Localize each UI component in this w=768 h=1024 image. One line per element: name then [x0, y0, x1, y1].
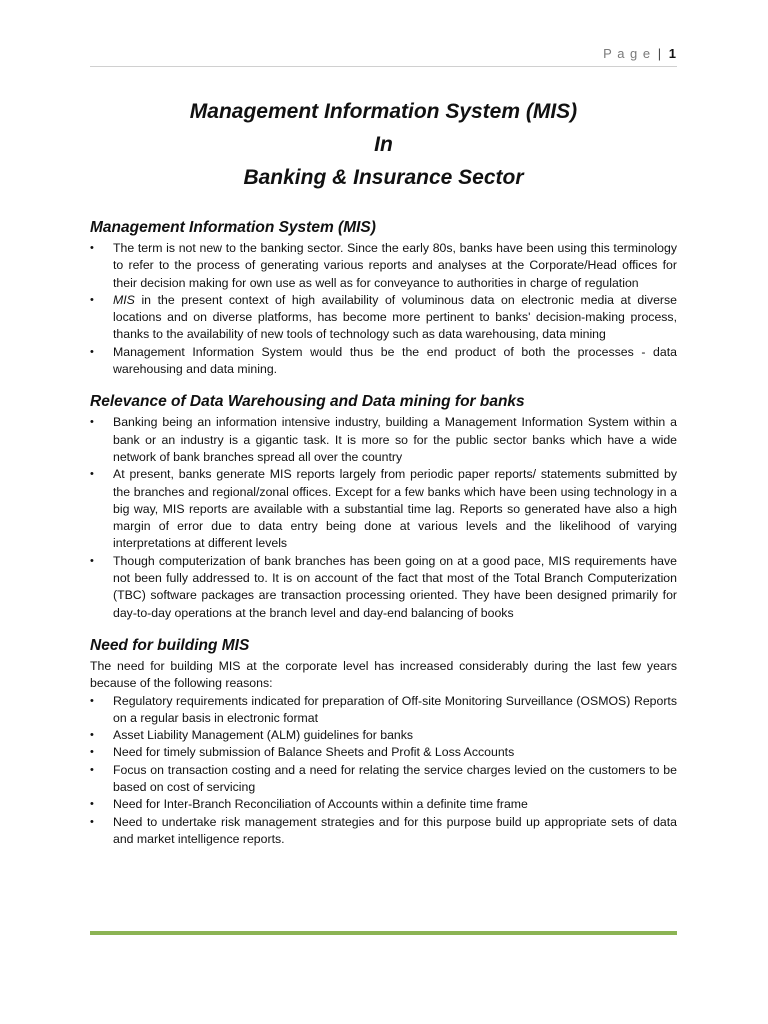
bullet-icon: •	[90, 763, 94, 776]
bullet-icon: •	[90, 746, 94, 759]
list-item	[90, 240, 677, 292]
list-item	[90, 814, 677, 849]
bullet-icon: •	[90, 815, 94, 828]
list-item	[90, 762, 677, 797]
bullet-list	[90, 240, 677, 378]
list-item-text: Asset Liability Management (ALM) guidelines for banks	[113, 728, 414, 743]
section-relevance	[90, 392, 677, 622]
bullet-icon: •	[90, 798, 94, 811]
list-item-emphasis: MIS	[113, 292, 135, 307]
section-heading: Management Information System (MIS)	[90, 219, 376, 236]
list-item-text: Need for Inter-Branch Reconciliation of Accounts within a definite time frame	[113, 797, 528, 812]
list-item-text: Need to undertake risk management strategies and for this purpose build up appropriate sets of data and market intelligence reports.	[113, 814, 677, 846]
section-heading: Relevance of Data Warehousing and Data mining for banks	[90, 393, 525, 411]
section-mis	[90, 218, 677, 378]
list-item	[90, 466, 677, 552]
list-item	[90, 796, 677, 813]
bullet-icon: •	[90, 468, 94, 481]
bullet-icon: •	[90, 554, 94, 567]
list-item-text: At present, banks generate MIS reports largely from periodic paper reports/ statements submitted by the branches and regional/zonal offices. Except for a few banks which have been using technology in a big way, MIS reports are available with a substantial time lag. Reports so generated have also a high margin of error due to data entry being done at various levels and the likelihood of varying interpretations at different levels	[113, 467, 677, 551]
title-line-2: In	[374, 133, 393, 156]
list-item	[90, 744, 677, 761]
section-intro: The need for building MIS at the corporate level has increased considerably during the last few years because of the following reasons:	[90, 658, 677, 691]
page-header	[90, 46, 677, 61]
list-item	[90, 414, 677, 466]
bullet-list	[90, 414, 677, 622]
list-item-text: in the present context of high availability of voluminous data on electronic media at diverse locations and on diverse platforms, has become more pertinent to banks' decision-making process, thanks to the availability of new tools of technology such as data warehousing, data mining	[113, 292, 677, 342]
list-item-text: Regulatory requirements indicated for preparation of Off-site Monitoring Surveillance (OSMOS) Reports on a regular basis in electronic format	[113, 693, 677, 725]
bullet-icon: •	[90, 694, 94, 707]
list-item-text: The term is not new to the banking sector. Since the early 80s, banks have been using this terminology to refer to the process of generating various reports and analyses at the Corporate/Head offices for their decision making for own use as well as for conveyance to authorities in charge of regulation	[113, 241, 677, 290]
bullet-icon: •	[90, 293, 94, 306]
header-rule	[90, 66, 677, 67]
list-item	[90, 292, 677, 344]
list-item-text: Management Information System would thus be the end product of both the processes - data warehousing and data mining.	[113, 344, 677, 377]
bullet-list	[90, 693, 677, 849]
list-item-text: Need for timely submission of Balance Sheets and Profit & Loss Accounts	[113, 745, 515, 760]
list-item-text: Though computerization of bank branches has been going on at a good pace, MIS requirements have not been fully addressed to. It is on account of the fact that most of the Total Branch Computerization (TBC) software packages are transaction processing oriented. They have been designed primarily for day-to-day operations at the branch level and day-end balancing of books	[113, 553, 677, 620]
page-label: P a g e	[603, 46, 652, 61]
list-item-text: Focus on transaction costing and a need for relating the service charges levied on the customers to be based on cost of servicing	[113, 762, 677, 795]
section-heading: Need for building MIS	[90, 636, 250, 654]
list-item	[90, 727, 677, 744]
document-body	[90, 218, 677, 862]
bullet-icon: •	[90, 416, 94, 429]
list-item	[90, 693, 677, 728]
list-item	[90, 553, 677, 622]
title-line-3: Banking & Insurance Sector	[243, 166, 524, 189]
bullet-icon: •	[90, 729, 94, 742]
section-need	[90, 636, 677, 848]
page-separator: |	[657, 46, 663, 61]
document-title	[90, 95, 677, 194]
footer-rule	[90, 931, 677, 935]
title-line-1: Management Information System (MIS)	[189, 100, 578, 123]
bullet-icon: •	[90, 345, 94, 358]
page-number: 1	[668, 46, 677, 61]
list-item	[90, 344, 677, 379]
list-item-text: Banking being an information intensive industry, building a Management Information System within a bank or an industry is a gigantic task. It is more so for the public sector banks which have a wide network of bank branches spread all over the country	[113, 415, 677, 464]
bullet-icon: •	[90, 242, 94, 254]
